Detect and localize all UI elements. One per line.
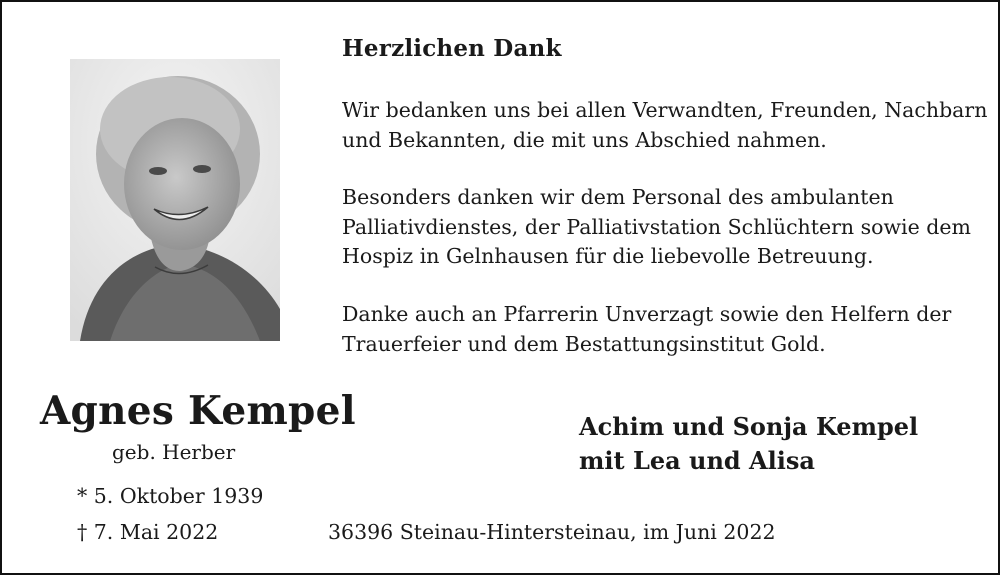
paragraph-line: und Bekannten, die mit uns Abschied nahmen. — [342, 127, 827, 152]
family-line-2: mit Lea und Alisa — [579, 446, 815, 475]
paragraph-line: Besonders danken wir dem Personal des ambulanten — [342, 185, 894, 209]
thanks-paragraph-3 — [342, 300, 951, 359]
paragraph-line: Danke auch an Pfarrerin Unverzagt sowie den Helfern der — [342, 302, 952, 326]
place-and-date: 36396 Steinau-Hintersteinau, im Juni 2022 — [328, 520, 776, 544]
birth-date: * 5. Oktober 1939 — [77, 484, 264, 508]
portrait-image — [70, 59, 280, 341]
portrait-photo — [70, 59, 280, 341]
thanks-paragraph-2 — [342, 183, 971, 272]
paragraph-line: Wir bedanken uns bei allen Verwandten, Freunden, Nachbarn — [342, 98, 988, 122]
paragraph-line: Palliativdienstes, der Palliativstation Schlüchtern sowie dem — [342, 214, 971, 239]
paragraph-line: Hospiz in Gelnhausen für die liebevolle Betreuung. — [342, 244, 874, 268]
family-line-1: Achim und Sonja Kempel — [579, 412, 919, 441]
family-signature — [579, 410, 918, 478]
notice-heading: Herzlichen Dank — [342, 35, 562, 62]
paragraph-line: Trauerfeier und dem Bestattungsinstitut Gold. — [342, 331, 826, 356]
deceased-name: Agnes Kempel — [40, 388, 356, 434]
thanks-paragraph-1 — [342, 96, 987, 155]
death-date: † 7. Mai 2022 — [77, 520, 219, 544]
maiden-name: geb. Herber — [112, 440, 236, 464]
